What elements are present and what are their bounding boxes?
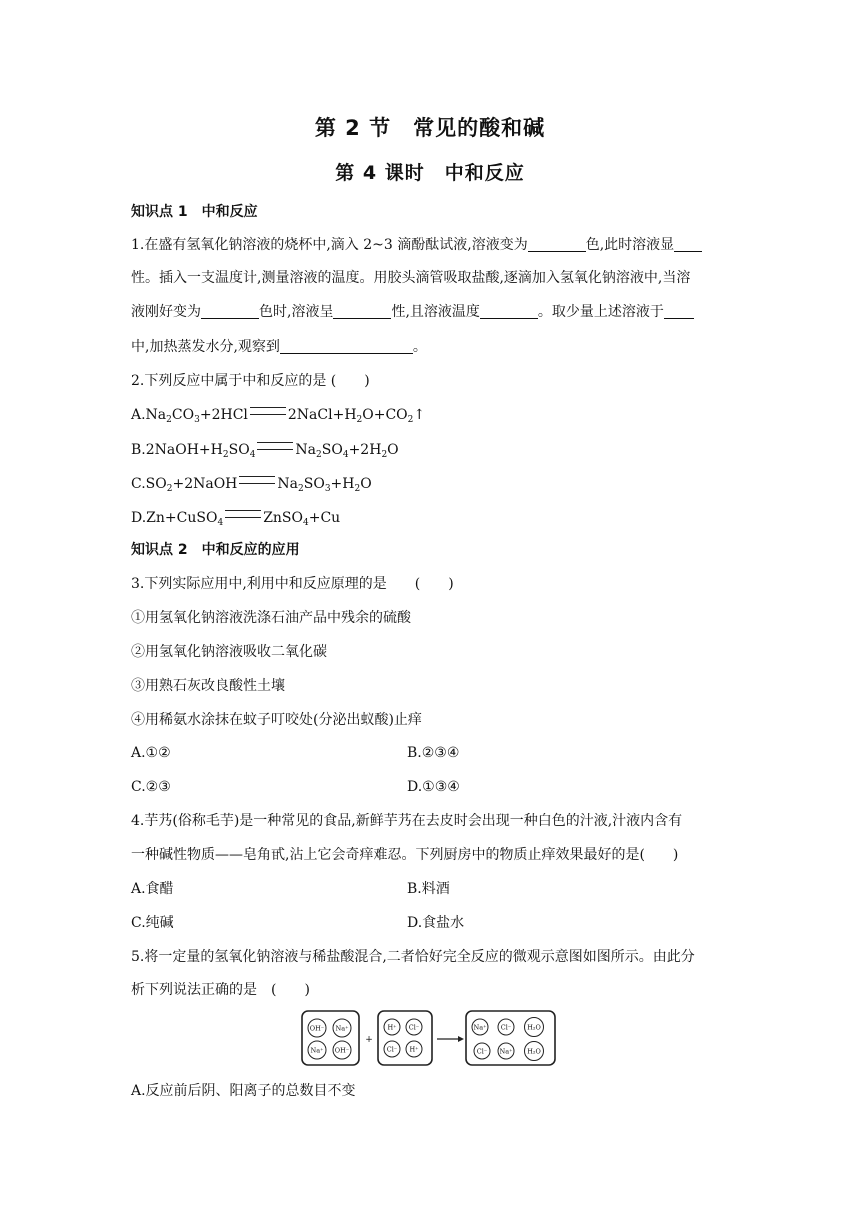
q3-option-a[interactable]: A.①② [131,745,171,761]
q1-line-2: 性。插入一支温度计,测量溶液的温度。用胶头滴管吸取盐酸,逐滴加入氢氧化钠溶液中,当溶 [131,270,691,286]
ion-label: Cl⁻ [386,1045,398,1054]
gas-arrow-icon: ↑ [413,407,426,423]
q1-line-1: 1.在盛有氢氧化钠溶液的烧杯中,滴入 2~3 滴酚酞试液,溶液变为 色,此时溶液显 [131,235,702,255]
plus-sign: + [365,1035,373,1045]
q4-option-c[interactable]: C.纯碱 [131,915,174,931]
section-title: 第 2 节 常见的酸和碱 [314,116,546,140]
ion-label: H⁺ [387,1023,397,1032]
ion-label: Na⁺ [499,1047,513,1056]
ion-label: OH⁻ [309,1024,325,1033]
q2-option-b[interactable]: $B.2NaOH+H_2SO_4$ $Na_2SO_4+2H_2O$ [131,442,399,460]
q3-option-c[interactable]: C.②③ [131,779,171,795]
ion-label: Cl⁻ [408,1023,420,1032]
q2-option-c[interactable]: $C.SO_2+2NaOH$ $Na_2SO_3+H_2O$ [131,476,372,494]
q4-option-b[interactable]: B.料酒 [407,881,450,897]
ion-label: Na⁺ [473,1023,487,1032]
q3-stem: 3.下列实际应用中,利用中和反应原理的是 ( ) [131,576,454,592]
answer-blank[interactable] [674,236,702,252]
q3-statement-3: ③用熟石灰改良酸性土壤 [131,678,285,694]
answer-blank[interactable] [528,236,586,252]
ion-label: Na⁺ [310,1046,324,1055]
knowledge-point-1-heading: 知识点 1 中和反应 [131,204,258,220]
answer-blank[interactable] [664,303,694,319]
q3-statement-1: ①用氢氧化钠溶液洗涤石油产品中残余的硫酸 [131,610,411,626]
q3-option-d[interactable]: D.①③④ [407,779,460,795]
double-equals-sign [257,442,293,450]
q5-line-2: 析下列说法正确的是 ( ) [131,982,310,998]
answer-blank[interactable] [333,303,391,319]
q4-line-1: 4.芋艿(俗称毛芋)是一种常见的食品,新鲜芋艿在去皮时会出现一种白色的汁液,汁液内含有 [131,813,683,829]
ion-label: Na⁺ [335,1024,349,1033]
q2-stem: 2.下列反应中属于中和反应的是 ( ) [131,373,370,389]
answer-blank[interactable] [201,303,259,319]
q3-statement-2: ②用氢氧化钠溶液吸收二氧化碳 [131,644,327,660]
molecule-label: H₂O [527,1023,541,1032]
ion-label: OH⁻ [334,1046,350,1055]
knowledge-point-2-heading: 知识点 2 中和反应的应用 [131,542,300,558]
q3-statement-4: ④用稀氨水涂抹在蚊子叮咬处(分泌出蚁酸)止痒 [131,712,422,728]
q4-option-d[interactable]: D.食盐水 [407,915,465,931]
arrow-right-icon [458,1036,464,1042]
q5-line-1: 5.将一定量的氢氧化钠溶液与稀盐酸混合,二者恰好完全反应的微观示意图如图所示。由此分 [131,949,695,965]
q5-option-a[interactable]: A.反应前后阴、阳离子的总数目不变 [131,1083,356,1099]
q3-option-b[interactable]: B.②③④ [407,745,460,761]
ion-label: H⁺ [409,1045,419,1054]
molecule-label: H₂O [527,1047,541,1056]
q2-option-a[interactable]: $A.Na_2CO_3+2HCl$ $2NaCl+H_2O+CO_2↑$ [131,407,426,425]
answer-blank[interactable] [280,338,413,354]
double-equals-sign [239,476,275,484]
double-equals-sign [250,407,286,415]
ion-label: Cl⁻ [500,1023,512,1032]
q1-line-4: 中,加热蒸发水分,观察到 。 [131,339,427,355]
q2-option-d[interactable]: D.Zn+CuSO$_4$ ZnSO$_4$+Cu [131,510,341,528]
lesson-title: 第 4 课时 中和反应 [335,162,525,184]
double-equals-sign [225,510,261,518]
q1-line-3: 液刚好变为 色时,溶液呈 性,且溶液温度 。取少量上述溶液于 [131,302,694,322]
reaction-microscopic-diagram [300,1008,560,1068]
ion-label: Cl⁻ [476,1047,488,1056]
answer-blank[interactable] [480,303,538,319]
q4-line-2: 一种碱性物质——皂角甙,沾上它会奇痒难忍。下列厨房中的物质止痒效果最好的是( ) [131,847,679,863]
q4-option-a[interactable]: A.食醋 [131,881,174,897]
reactant-box-2 [378,1011,432,1065]
